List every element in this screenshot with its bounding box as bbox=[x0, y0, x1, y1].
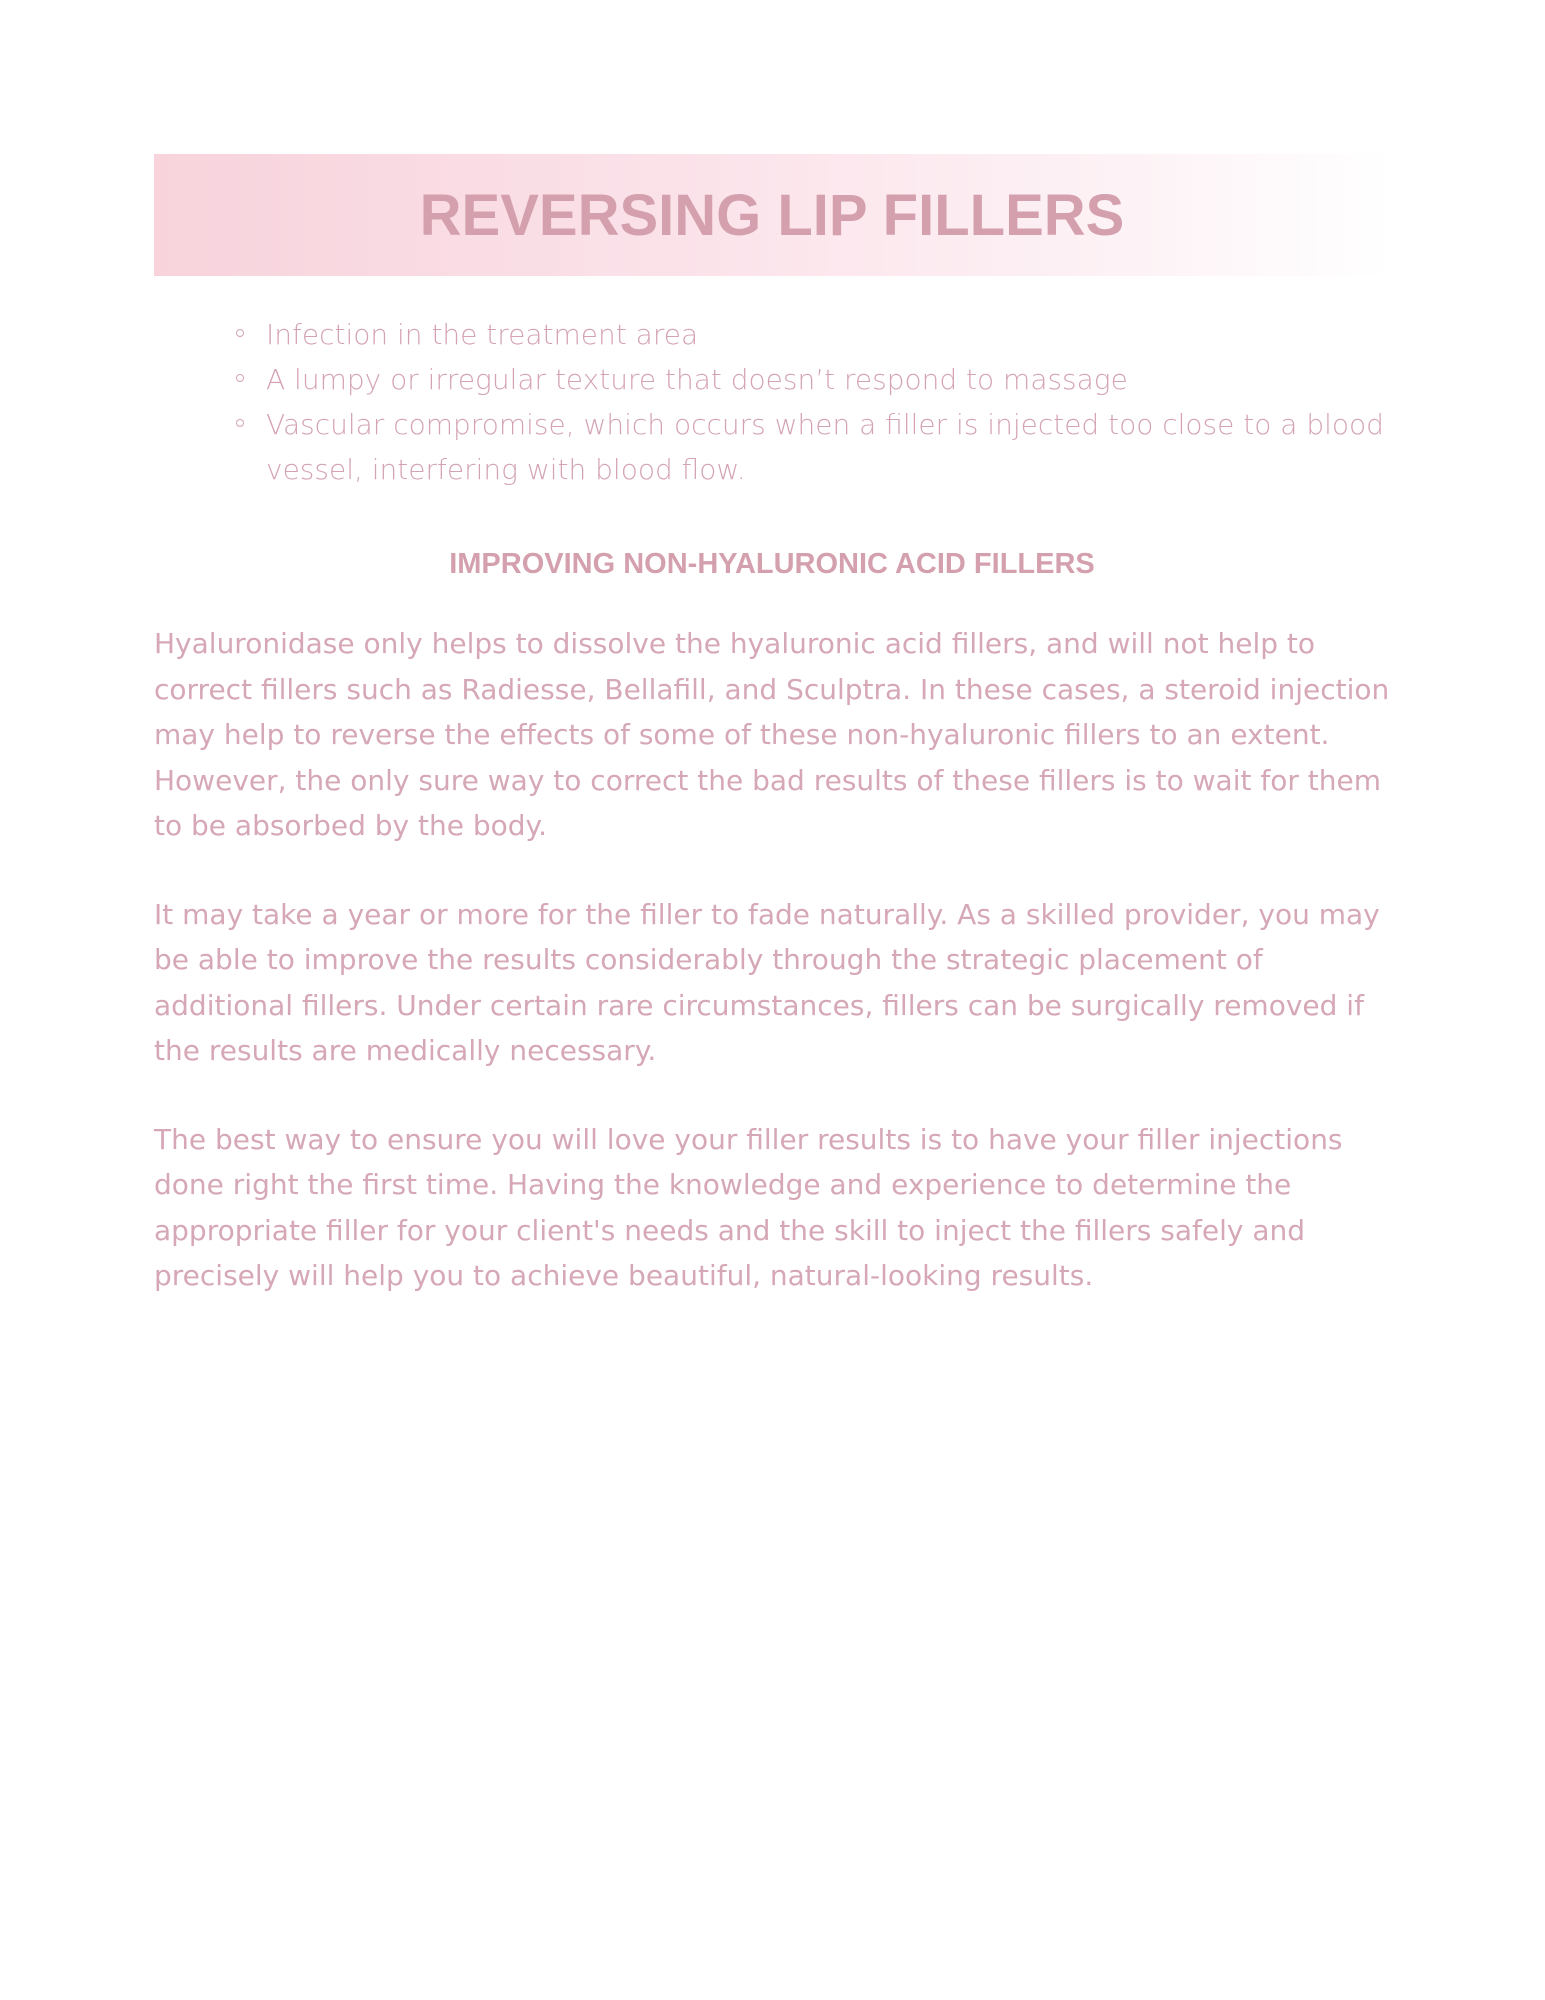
paragraph: It may take a year or more for the filler to fade naturally. As a skilled provider, you may be able to improve the results considerably through the strategic placement of additional fillers. Under certain rare circumstances, fillers can be surgically removed if the results are medically necessary. bbox=[154, 897, 1380, 1067]
section-heading: IMPROVING NON-HYALURONIC ACID FILLERS bbox=[449, 548, 1095, 580]
circle-bullet-icon bbox=[236, 329, 244, 337]
document-page bbox=[154, 154, 1390, 1299]
list-item-text: A lumpy or irregular texture that doesn’t respond to massage bbox=[266, 363, 1128, 396]
circle-bullet-icon bbox=[236, 374, 244, 382]
list-item-text: Infection in the treatment area bbox=[266, 318, 699, 351]
complication-list bbox=[154, 312, 1390, 492]
circle-bullet-icon bbox=[236, 419, 244, 427]
list-item bbox=[236, 312, 1390, 357]
list-item bbox=[236, 402, 1390, 492]
paragraph: Hyaluronidase only helps to dissolve the hyaluronic acid fillers, and will not help to correct fillers such as Radiesse, Bellafill, and Sculptra. In these cases, a steroid injection may help to reverse the effects of some of these non-hyaluronic fillers to an extent. However, the only sure way to correct the bad results of these fillers is to wait for them to be absorbed by the body. bbox=[154, 627, 1390, 842]
page-title: REVERSING LIP FILLERS bbox=[419, 182, 1125, 248]
paragraph: The best way to ensure you will love your filler results is to have your filler injections done right the first time. Having the knowledge and experience to determine the appropriate filler for your client's needs and the skill to inject the fillers safely and precisely will help you to achieve beautiful, natural-looking results. bbox=[154, 1122, 1343, 1292]
list-item bbox=[236, 357, 1390, 402]
list-item-text: Vascular compromise, which occurs when a filler is injected too close to a blood vessel, interfering with blood flow. bbox=[266, 408, 1384, 486]
title-banner bbox=[154, 154, 1390, 276]
